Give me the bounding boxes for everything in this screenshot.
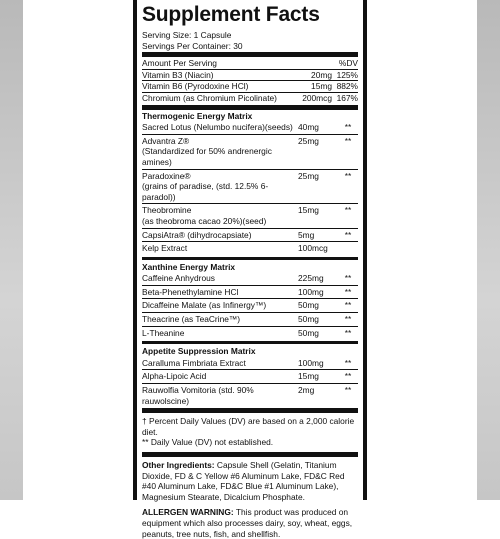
appetite-section [142,346,358,407]
ingredient-name-block [142,205,294,226]
label-title: Supplement Facts [142,3,320,26]
ingredient-dv: ** [344,327,352,338]
vitamin-name: Chromium (as Chromium Picolinate) [142,92,277,103]
ingredient-row [142,299,358,312]
other-ingredients-text: Capsule Shell (Gelatin, Titanium Dioxide, FD & C Yellow #6 Aluminum Lake, FD&C Red #40 Aluminum Lake, FD&C Blue #1 Aluminum Lake), Magnesium Stearate, Dicalcium Phosphate. [142,460,345,502]
label-panel [133,0,367,539]
ingredient-amount: 50mg [298,327,319,338]
allergen-warning-label: ALLERGEN WARNING: [142,507,234,518]
ingredient-name: Beta-Phenethylamine HCl [142,286,239,297]
vitamin-row [142,70,358,81]
ingredient-name: Advantra Z® [142,135,190,146]
xanthine-heading: Xanthine Energy Matrix [142,261,236,272]
servings-per-container: Servings Per Container: 30 [142,40,243,51]
ingredient-name-block [142,171,294,203]
ingredient-amount: 15mg [298,371,319,382]
ingredient-row [142,370,358,383]
ingredient-dv: ** [344,135,352,146]
ingredient-row [142,384,358,407]
ingredient-row [142,121,358,134]
ingredient-name: Dicaffeine Malate (as Infinergy™) [142,300,267,311]
ingredient-amount: 100mcg [298,243,328,254]
ingredient-name: Theobromine [142,205,192,216]
divider-thick [142,408,358,413]
ingredient-amount: 5mg [298,229,315,240]
ingredient-dv: ** [344,170,352,181]
vitamin-dv: 167% [336,92,358,103]
allergen-warning [142,507,358,539]
ingredient-name: CapsiAtra® (dihydrocapsiate) [142,229,252,240]
ingredient-name: L-Theanine [142,327,185,338]
ingredient-name-block [142,136,294,168]
ingredient-amount: 50mg [298,300,319,311]
ingredient-description: (as theobroma cacao 20%)(seed) [142,215,267,226]
ingredient-amount: 50mg [298,314,319,325]
allergen-warning-text: This product was produced on equipment which also processes dairy, soy, wheat, eggs, peanuts, tree nuts, fish, and shellfish. [142,507,353,539]
other-ingredients-label: Other Ingredients: [142,460,215,470]
xanthine-section [142,262,358,340]
vitamin-amount: 20mg [311,69,332,80]
ingredient-amount: 15mg [298,205,319,216]
ingredient-description: (Standardized for 50% andrenergic amines) [142,146,272,167]
ingredient-row [142,272,358,285]
ingredient-dv: ** [344,300,352,311]
dv-header: %DV [338,58,358,69]
serving-size: Serving Size: 1 Capsule [142,30,232,40]
ingredient-row [142,286,358,299]
ingredient-dv: ** [344,205,352,216]
ingredient-row [142,327,358,340]
thermogenic-heading: Thermogenic Energy Matrix [142,110,253,121]
vitamin-dv: 882% [336,81,358,92]
ingredient-row [142,170,358,204]
background-left-strip [0,0,23,500]
ingredient-name: Sacred Lotus (Nelumbo nucifera)(seeds) [142,122,293,133]
ingredient-name: Caffeine Anhydrous [142,273,215,284]
divider-thick [142,105,358,110]
ingredient-amount: 25mg [298,170,319,181]
vitamin-amount: 15mg [311,81,332,92]
ingredient-amount: 25mg [298,135,319,146]
footnote-dv-not-established: ** Daily Value (DV) not established. [142,437,274,448]
ingredient-name: Rauwolfia Vomitoria (std. 90% rauwolscine) [142,385,254,406]
ingredient-row [142,242,358,255]
vitamin-dv: 125% [336,69,358,80]
thermogenic-section [142,111,358,255]
divider-medium [142,257,358,260]
divider-thick [142,452,358,457]
ingredient-dv: ** [344,273,352,284]
footnote-dv-basis: † Percent Daily Values (DV) are based on a 2,000 calorie diet. [142,416,355,437]
background-right-strip [477,0,500,500]
vitamin-row [142,81,358,92]
ingredient-amount: 100mg [298,357,324,368]
ingredient-dv: ** [344,371,352,382]
ingredient-name: Alpha-Lipoic Acid [142,371,207,382]
ingredient-amount: 225mg [298,273,324,284]
amount-header-row [142,58,358,69]
ingredient-amount: 40mg [298,122,319,133]
ingredient-description: (grains of paradise, (std. 12.5% 6-paradol)) [142,181,269,202]
ingredient-amount: 2mg [298,385,315,396]
ingredient-name: Caralluma Fimbriata Extract [142,357,246,368]
ingredient-name: Paradoxine® [142,170,191,181]
ingredient-row [142,229,358,242]
ingredient-name: Kelp Extract [142,243,188,254]
divider-medium [142,341,358,344]
other-ingredients [142,460,358,502]
ingredient-row [142,135,358,169]
ingredient-row [142,204,358,227]
ingredient-name: Theacrine (as TeaCrine™) [142,314,241,325]
vitamin-name: Vitamin B3 (Niacin) [142,69,214,80]
ingredient-dv: ** [344,314,352,325]
ingredient-dv: ** [344,229,352,240]
vitamin-row [142,93,358,104]
vitamin-amount: 200mcg [302,92,332,103]
amount-header: Amount Per Serving [142,58,217,69]
ingredient-row [142,357,358,370]
ingredient-dv: ** [344,286,352,297]
divider-thick [142,52,358,57]
supplement-facts-label [137,0,363,539]
ingredient-dv: ** [344,122,352,133]
ingredient-dv: ** [344,385,352,396]
ingredient-dv: ** [344,357,352,368]
ingredient-row [142,313,358,326]
vitamin-name: Vitamin B6 (Pyrodoxine HCl) [142,81,249,92]
appetite-heading: Appetite Suppression Matrix [142,346,256,357]
ingredient-amount: 100mg [298,286,324,297]
